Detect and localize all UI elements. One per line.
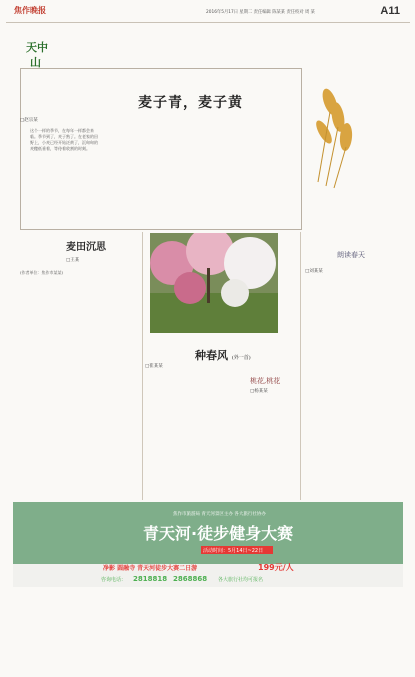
wheat-illustration [300, 82, 368, 192]
page-number: A11 [380, 5, 400, 17]
ad-phone-1: 2818818 [133, 575, 168, 583]
ad-price: 199元/人 [258, 563, 294, 572]
column-divider [142, 232, 143, 500]
article1-title: 麦子青，麦子黄 [138, 95, 243, 111]
article4-author: □杨某某 [250, 389, 268, 394]
article5-poem [305, 280, 405, 495]
article2-title: 麦田沉思 [66, 242, 106, 253]
section-name-line1: 天中 [26, 41, 48, 54]
ad-tail: 各大旅行社均可报名 [218, 577, 264, 583]
advertisement-banner [13, 502, 403, 587]
article3-author: □崔某某 [145, 364, 163, 369]
article5-author: □刘某某 [305, 269, 323, 274]
article3-poem [145, 376, 245, 496]
article1-body-right [205, 128, 290, 224]
article5-title: 朗读春天 [337, 251, 365, 259]
article1-body-mid [110, 128, 195, 224]
article3-subtitle: (外一首) [231, 355, 251, 361]
article4-poem [247, 398, 297, 496]
article2-author: □王某 [66, 258, 80, 263]
column-divider [300, 232, 301, 500]
article3-title-text: 种春风 [195, 349, 228, 362]
article1-author: □赵宗某 [20, 118, 38, 123]
ad-top-line: 焦作市旅游局 青天河景区主办 各大旅行社协办 [173, 512, 266, 517]
ad-headline: 青天河·徒步健身大赛 [143, 524, 294, 543]
ad-phone-2: 2868868 [173, 575, 208, 583]
article2-body: (作者单位：焦作市某某) [20, 270, 64, 275]
ad-tour-line: 净影 圆融寺 青天河徒步大赛二日游 [103, 565, 198, 572]
dateline: 2016年5月17日 星期二 责任编辑 陈某某 责任校对 周 某 [206, 10, 315, 15]
article3-title [195, 347, 251, 363]
ad-phone-label: 咨询电话： [101, 577, 127, 583]
newspaper-logo: 焦作晚报 [14, 5, 46, 15]
section-name-line2: 山 [30, 56, 41, 69]
article1-body-left: 这个一样的季节，在每年一样都会来临。季节到了，麦子熟了。在老家的田野上，小麦已经开始泛黄了，沉甸甸的麦穗低垂着，等待着收割的时刻。 [30, 128, 98, 151]
ad-dates: 活动时间：5月14日~22日 [203, 548, 264, 554]
peach-blossom-photo [150, 233, 278, 333]
article4-title: 桃花,桃花 [250, 377, 281, 385]
masthead [6, 2, 410, 23]
